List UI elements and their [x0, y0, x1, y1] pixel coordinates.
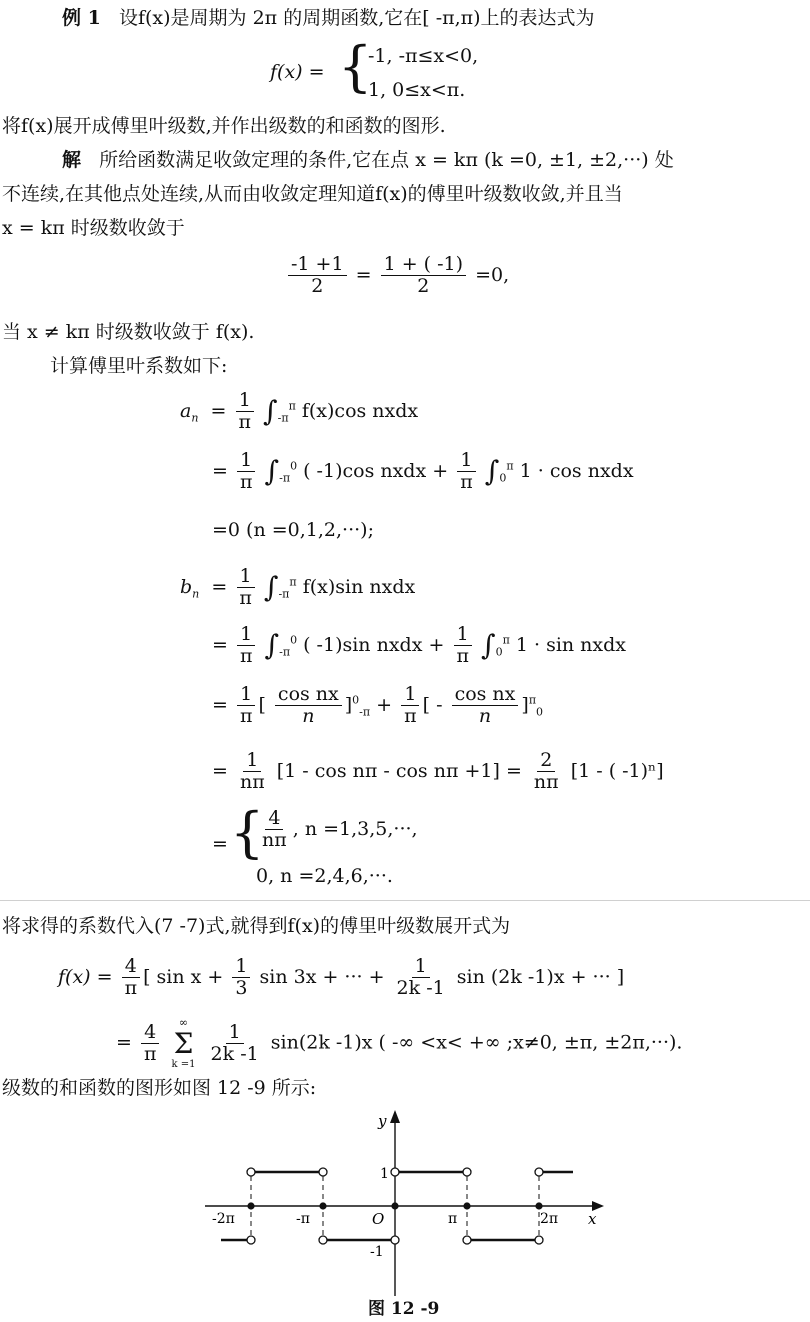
sum-symbol: ∞ Σ k =1 [171, 1016, 196, 1071]
solution-line-3: x = kπ 时级数收敛于 [2, 217, 185, 239]
filled-midpoint [247, 1202, 254, 1209]
tick-label-neg-2pi: -2π [212, 1211, 235, 1227]
open-endpoint [391, 1168, 399, 1176]
piecewise-brace: { [338, 35, 373, 98]
filled-midpoint [319, 1202, 326, 1209]
example-statement: 设f(x)是周期为 2π 的周期函数,它在[ -π,π)上的表达式为 [118, 7, 595, 29]
series-row-2: = $\frac{4}{\pi}$ ∞ Σ k =1 $\frac{1}{2k -1}$ sin(2k -1)x ( -∞ <x< +∞ ;x≠0, ±π, ±2π,···). [116, 1016, 683, 1071]
tick-label-neg-pi: -π [296, 1211, 310, 1227]
bn-case-2: 0, n =2,4,6,···. [256, 865, 393, 887]
bn-row-4: = $\frac{1}{n\pi}$ [1 - cos nπ - cos nπ +1] = $\frac{2}{n\pi}$ [1 - ( -1)ⁿ] [212, 749, 664, 793]
fraction: $\frac{1 + ( -1)}{2}$ [381, 254, 466, 298]
open-endpoint [535, 1168, 543, 1176]
bn-eq: = [212, 833, 228, 855]
filled-midpoint [391, 1202, 398, 1209]
tick-label-pi: π [448, 1211, 458, 1227]
y-pos-label: 1 [380, 1166, 389, 1182]
series-intro: 将求得的系数代入(7 -7)式,就得到f(x)的傅里叶级数展开式为 [2, 915, 511, 937]
y-axis-label: y [378, 1112, 387, 1130]
figure-caption: 图 12 -9 [368, 1299, 440, 1319]
open-endpoint [463, 1168, 471, 1176]
example-label: 例 1 [62, 7, 101, 29]
example-task: 将f(x)展开成傅里叶级数,并作出级数的和函数的图形. [2, 115, 446, 137]
x-axis-label: x [588, 1210, 597, 1228]
an-row-3: =0 (n =0,1,2,···); [212, 519, 374, 541]
average-equation: $\frac{-1 +1}{2}$ = $\frac{1 + ( -1)}{2}$ =0, [285, 254, 509, 298]
an-row-1: $a_n$ = $\frac{1}{\pi}$ $\int_{-\pi}^\pi$ f(x)cos nxdx [180, 389, 419, 433]
an-row-2: = $\frac{1}{\pi}$ $\int_{-\pi}^0$ ( -1)cos nxdx + $\frac{1}{\pi}$ $\int_0^\pi$ 1 · cos nxdx [212, 449, 634, 493]
open-endpoint [463, 1236, 471, 1244]
open-endpoint [391, 1236, 399, 1244]
solution-line-1: 解 所给函数满足收敛定理的条件,它在点 x = kπ (k =0, ±1, ±2,···) 处 [62, 149, 674, 171]
bn-brace: { [230, 801, 265, 864]
solution-line-4: 当 x ≠ kπ 时级数收敛于 f(x). [2, 321, 255, 343]
tick-label-2pi: 2π [540, 1211, 559, 1227]
piecewise-lhs: f(x) = [270, 61, 325, 83]
bn-row-3: = $\frac{1}{\pi}$ [ $\frac{\text{cos nx}}{n}$ ]$^0_{-\pi}$ + $\frac{1}{\pi}$ [ - $\frac{\text{cos nx}}{n}$ ]$^\pi_0$ [212, 683, 544, 727]
sum-function-plot [0, 1106, 810, 1306]
filled-midpoint [463, 1202, 470, 1209]
example-statement-line [62, 6, 595, 31]
solution-line-2: 不连续,在其他点处连续,从而由收敛定理知道f(x)的傅里叶级数收敛,并且当 [2, 183, 623, 205]
open-endpoint [535, 1236, 543, 1244]
open-endpoint [247, 1168, 255, 1176]
open-endpoint [319, 1168, 327, 1176]
solution-line-5: 计算傅里叶系数如下: [50, 355, 228, 377]
series-row-1: f(x) = $\frac{4}{\pi}$ [ sin x + $\frac{1}{3}$ sin 3x + ··· + $\frac{1}{2k -1}$ sin (2k -1)x + ··· ] [58, 955, 625, 999]
piecewise-case-2: 1, 0≤x<π. [368, 79, 466, 101]
open-endpoint [319, 1236, 327, 1244]
solution-label: 解 [62, 149, 82, 171]
y-neg-label: -1 [370, 1244, 384, 1260]
bn-row-1: $b_n$ = $\frac{1}{\pi}$ $\int_{-\pi}^\pi$ f(x)sin nxdx [180, 565, 416, 609]
open-endpoint [247, 1236, 255, 1244]
filled-midpoint [535, 1202, 542, 1209]
origin-label: O [372, 1210, 385, 1228]
y-axis-arrow [390, 1110, 400, 1123]
fraction: $\frac{-1 +1}{2}$ [288, 254, 347, 298]
figure-intro: 级数的和函数的图形如图 12 -9 所示: [2, 1077, 317, 1099]
page-divider [0, 900, 810, 901]
bn-case-1: $\frac{4}{n\pi}$ , n =1,3,5,···, [262, 807, 418, 851]
bn-row-2: = $\frac{1}{\pi}$ $\int_{-\pi}^0$ ( -1)sin nxdx + $\frac{1}{\pi}$ $\int_0^\pi$ 1 · sin nxdx [212, 623, 626, 667]
piecewise-case-1: -1, -π≤x<0, [368, 45, 479, 67]
